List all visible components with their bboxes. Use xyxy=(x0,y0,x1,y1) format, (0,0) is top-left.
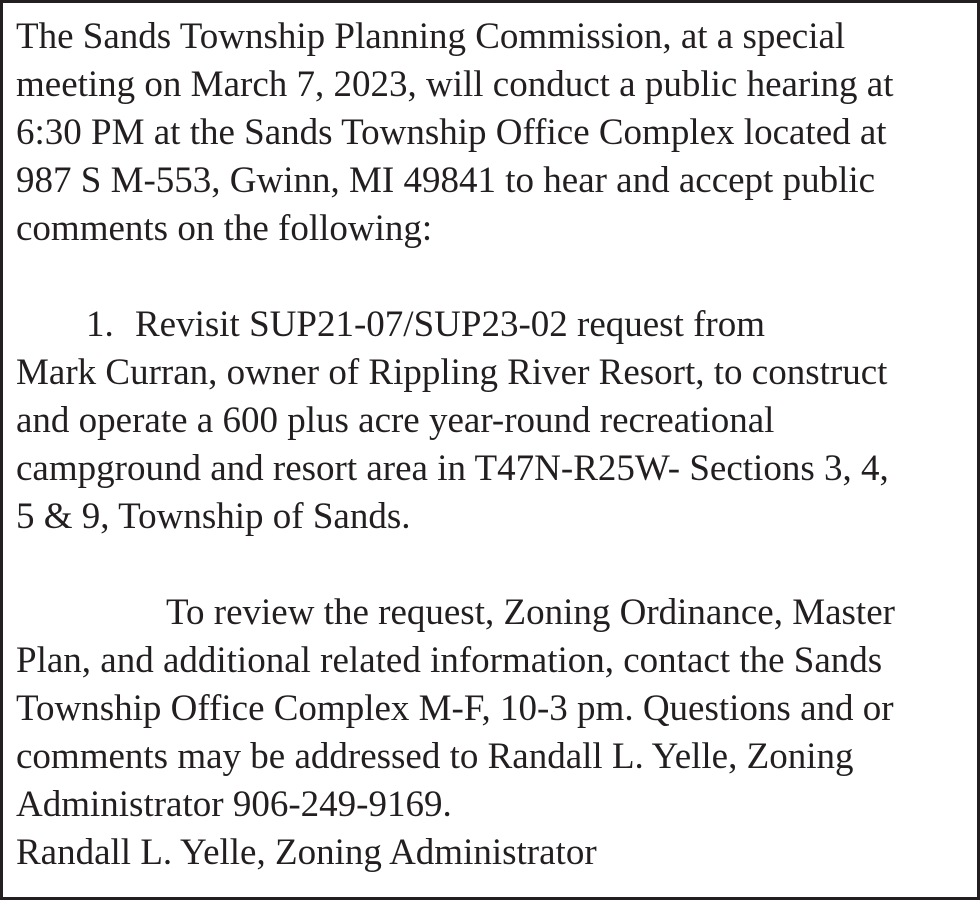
review-line: Administrator 906-249-9169. xyxy=(16,784,452,825)
agenda-item-1 xyxy=(16,301,977,541)
spacer xyxy=(16,541,977,589)
review-paragraph xyxy=(16,589,977,829)
review-first-line: To review the request, Zoning Ordinance, Master xyxy=(166,592,895,633)
review-line: comments may be addressed to Randall L. Yelle, Zoning xyxy=(16,736,854,777)
spacer xyxy=(16,253,977,301)
intro-line: The Sands Township Planning Commission, at a special xyxy=(16,16,846,57)
intro-paragraph xyxy=(16,13,977,253)
agenda-item-line: Mark Curran, owner of Rippling River Resort, to construct xyxy=(16,352,888,393)
agenda-item-first-line xyxy=(16,301,977,349)
intro-line: 6:30 PM at the Sands Township Office Complex located at xyxy=(16,112,887,153)
agenda-item-number: 1. xyxy=(86,304,114,345)
agenda-item-line: campground and resort area in T47N-R25W- Sections 3, 4, xyxy=(16,448,889,489)
intro-line: 987 S M-553, Gwinn, MI 49841 to hear and accept public xyxy=(16,160,876,201)
agenda-item-line: 5 & 9, Township of Sands. xyxy=(16,496,411,537)
review-line: Township Office Complex M-F, 10-3 pm. Questions and or xyxy=(16,688,894,729)
intro-line: meeting on March 7, 2023, will conduct a public hearing at xyxy=(16,64,894,105)
agenda-item-line: and operate a 600 plus acre year-round recreational xyxy=(16,400,775,441)
signature: Randall L. Yelle, Zoning Administrator xyxy=(16,832,597,873)
intro-line: comments on the following: xyxy=(16,208,433,249)
review-line: Plan, and additional related information, contact the Sands xyxy=(16,640,883,681)
agenda-item-text: Revisit SUP21-07/SUP23-02 request from xyxy=(135,304,766,345)
